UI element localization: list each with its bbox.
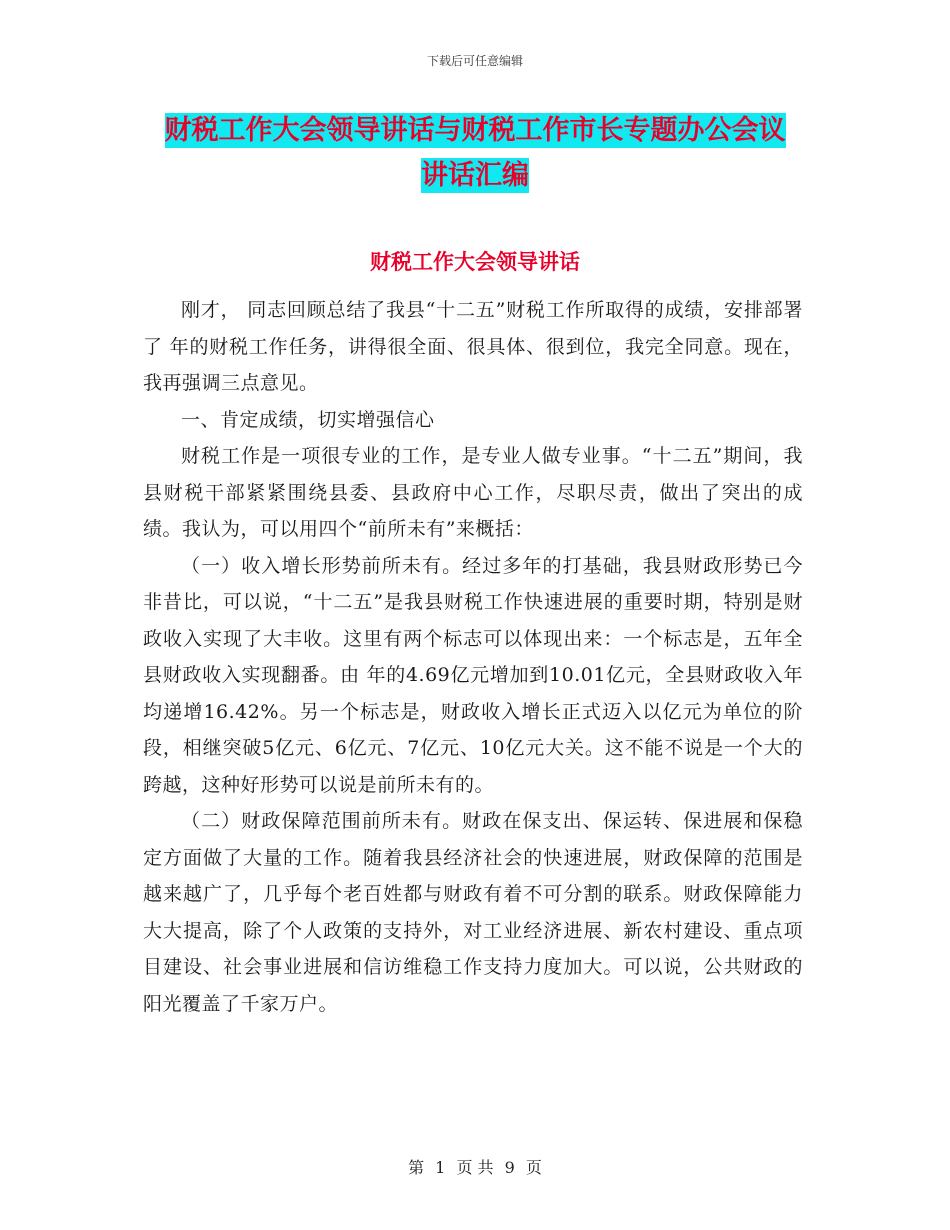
paragraph: 财税工作是一项很专业的工作，是专业人做专业事。“十二五”期间，我县财税干部紧紧围绕县委、县政府中心工作，尽职尽责，做出了突出的成绩。我认为，可以用四个“前所未有”来概括： — [143, 445, 803, 540]
section-title: 财税工作大会领导讲话 — [370, 250, 580, 274]
paragraph: （二）财政保障范围前所未有。财政在保支出、保运转、保进展和保稳定方面做了大量的工作。随着我县经济社会的快速进展，财政保障的范围是越来越广了，几乎每个老百姓都与财政有着不可分割的联系。财政保障能力大大提高，除了个人政策的支持外，对工业经济进展、新农村建设、重点项目建设、社会事业进展和信访维稳工作支持力度加大。可以说，公共财政的阳光覆盖了千家万户。 — [143, 810, 803, 1015]
title-line-2: 讲话汇编 — [421, 160, 529, 191]
document-title — [140, 108, 810, 198]
page-number — [0, 1155, 950, 1178]
page-prefix: 第 — [408, 1158, 425, 1177]
paragraph: 一、肯定成绩，切实增强信心 — [181, 408, 435, 431]
paragraph: （一）收入增长形势前所未有。经过多年的打基础，我县财政形势已今非昔比，可以说，“十二五”是我县财税工作快速进展的重要时期，特别是财政收入实现了大丰收。这里有两个标志可以体现出来：一个标志是，五年全县财政收入实现翻番。由 年的4.69亿元增加到10.01亿元，全县财政收入年均递增16.42%。另一个标志是，财政收入增长正式迈入以亿元为单位的阶段，相继突破5亿元、6亿元、7亿元、10亿元大关。这不能不说是一个大的跨越，这种好形势可以说是前所未有的。 — [143, 554, 803, 796]
paragraph: 刚才， 同志回顾总结了我县“十二五”财税工作所取得的成绩，安排部署了 年的财税工作任务，讲得很全面、很具体、很到位，我完全同意。现在，我再强调三点意见。 — [143, 299, 803, 394]
current-page: 1 — [435, 1158, 446, 1177]
body-text — [143, 292, 803, 1022]
page-middle: 页 共 — [456, 1158, 494, 1177]
title-line-1: 财税工作大会领导讲话与财税工作市长专题办公会议 — [164, 115, 786, 146]
header-note: 下载后可任意编辑 — [426, 54, 523, 68]
total-pages: 9 — [504, 1158, 515, 1177]
page-suffix: 页 — [525, 1158, 542, 1177]
